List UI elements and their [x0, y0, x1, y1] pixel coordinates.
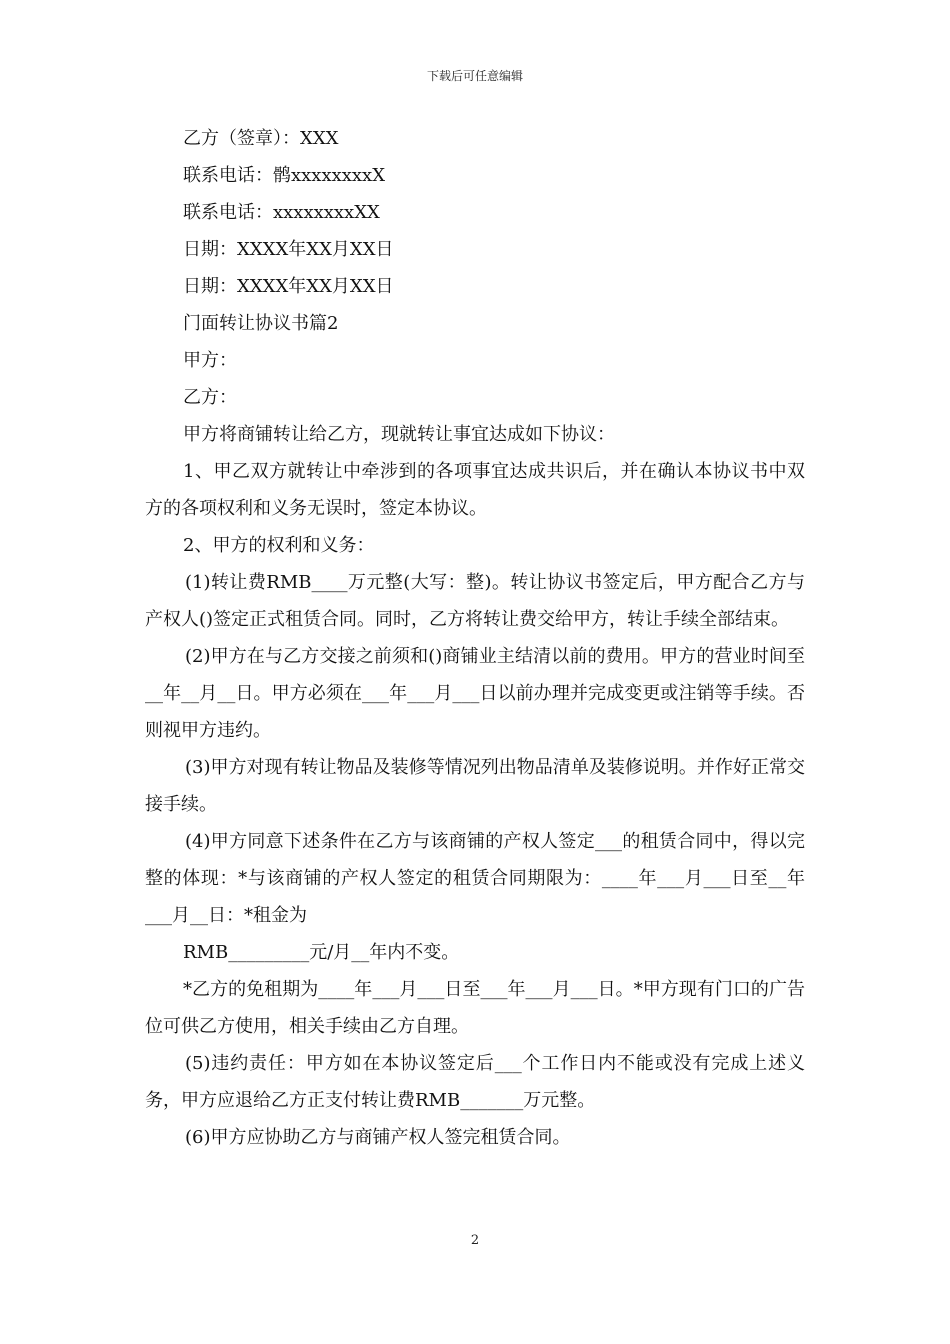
section-title: 门面转让协议书篇2 — [183, 313, 339, 334]
document-body — [145, 120, 805, 1156]
page-number: 2 — [470, 1233, 480, 1248]
party-a-label: 甲方： — [183, 350, 237, 371]
contact-phone-2: 联系电话：xxxxxxxxXX — [183, 202, 380, 223]
rent-free-clause: *乙方的免租期为____年___月___日至___年___月___日。*甲方现有门口的广告位可供乙方使用，相关手续由乙方自理。 — [145, 979, 805, 1037]
clause-2-3: (3)甲方对现有转让物品及装修等情况列出物品清单及装修说明。并作好正常交接手续。 — [145, 757, 805, 815]
clause-2-2: (2)甲方在与乙方交接之前须和()商铺业主结清以前的费用。甲方的营业时间至__年__月__日。甲方必须在___年___月___日以前办理并完成变更或注销等手续。否则视甲方违约。 — [145, 646, 805, 741]
clause-1: 1、甲乙双方就转让中牵涉到的各项事宜达成共识后，并在确认本协议书中双方的各项权利和义务无误时，签定本协议。 — [145, 461, 805, 519]
date-line-2: 日期：XXXX年XX月XX日 — [183, 276, 394, 297]
clause-2-6: (6)甲方应协助乙方与商铺产权人签完租赁合同。 — [185, 1127, 571, 1148]
rent-line: RMB_________元/月__年内不变。 — [183, 942, 460, 963]
page-header-note: 下载后可任意编辑 — [426, 69, 523, 83]
intro-line: 甲方将商铺转让给乙方，现就转让事宜达成如下协议： — [183, 424, 615, 445]
party-b-label: 乙方： — [183, 387, 237, 408]
clause-2-1: (1)转让费RMB____万元整(大写：整)。转让协议书签定后，甲方配合乙方与产权人()签定正式租赁合同。同时，乙方将转让费交给甲方，转让手续全部结束。 — [145, 572, 806, 630]
date-line-1: 日期：XXXX年XX月XX日 — [183, 239, 394, 260]
clause-2-5: (5)违约责任：甲方如在本协议签定后___个工作日内不能或没有完成上述义务，甲方应退给乙方正支付转让费RMB_______万元整。 — [145, 1053, 805, 1111]
party-b-signature: 乙方（签章）：XXX — [183, 128, 339, 149]
clause-2-4: (4)甲方同意下述条件在乙方与该商铺的产权人签定___的租赁合同中，得以完整的体现：*与该商铺的产权人签定的租赁合同期限为：____年___月___日至__年___月__日：*租金为 — [145, 831, 805, 926]
contact-phone-1: 联系电话：鹘xxxxxxxxX — [183, 165, 386, 186]
clause-2-heading: 2、甲方的权利和义务： — [183, 535, 375, 556]
